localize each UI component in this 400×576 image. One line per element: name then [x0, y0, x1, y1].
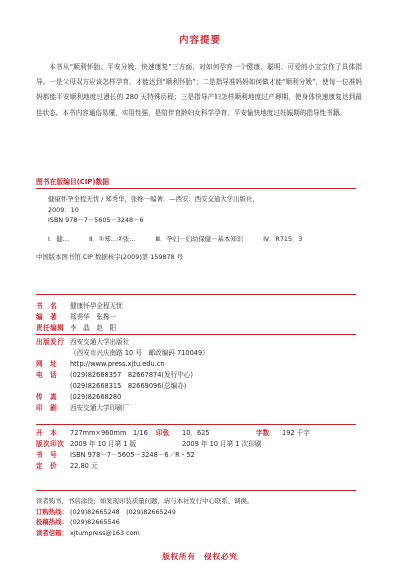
words-key: 字数	[256, 429, 270, 437]
reader-notice: 读者购书，书店添货，如发现印装质量问题，请与本社发行中心联系、调换。	[36, 497, 254, 505]
cip-subject-4: Ⅳ．R715．3	[263, 234, 303, 243]
cip-line-date: 2009．10	[48, 205, 79, 214]
edition-key: 版次印次	[36, 440, 65, 448]
email-value: xjtumpress@163.com	[70, 528, 140, 537]
cip-line-title: 健康怀孕全程无忧 / 郑秀华，张搀一编著．—西安：西安交通大学出版社，	[48, 195, 259, 203]
cip-cataloging-number: 中国版本图书馆 CIP 数据核字(2009)第 159878 号	[36, 253, 184, 262]
order-key: 订购热线：	[36, 507, 68, 516]
divider	[36, 490, 356, 491]
web-key: 网 址	[36, 360, 58, 368]
author-key: 编 著	[36, 313, 58, 321]
reader-info	[36, 496, 253, 538]
sheets-key: 印张	[156, 429, 170, 437]
divider	[36, 424, 356, 425]
divider	[36, 334, 356, 335]
cip-subject-1: Ⅰ．健…	[48, 234, 70, 243]
fax-value: (029)82668280	[70, 393, 122, 401]
title-value: 健康怀孕全程无忧	[70, 302, 123, 310]
cip-isbn: ISBN 978－7－5605－3248－6	[48, 216, 144, 225]
web-value: http://www.press.xjtu.edu.cn	[70, 360, 165, 368]
submit-key: 投稿热线：	[36, 518, 68, 527]
cip-bottom-rule	[36, 294, 356, 295]
phone-value-2: (029)82668315 82669096(总编办)	[70, 382, 187, 390]
cip-subject-3: Ⅲ．孕妇－妇幼保健－基本知识	[155, 234, 244, 243]
format-value: 727mm×960mm 1/16	[70, 429, 148, 437]
address-value: （西安市兴庆南路 10 号 邮政编码 710049）	[70, 349, 209, 357]
author-value: 郑秀华 张搀一	[70, 313, 117, 321]
editor-key: 责任编辑	[36, 324, 65, 332]
printer-key: 印 刷	[36, 404, 58, 412]
printing-value: 2009 年 10 月第 1 次印刷	[182, 440, 262, 448]
issuer-value: 西安交通大学出版社	[70, 338, 130, 346]
editor-value: 李 晶 赵 阳	[70, 324, 117, 332]
order-value: (029)82665248 (029)82665249	[70, 507, 176, 516]
rights-notice: 版权所有 侵权必究	[162, 552, 238, 561]
email-key: 读者信箱：	[36, 528, 68, 537]
issuer-key: 出版发行	[36, 338, 65, 346]
book-number-key: 书 号	[36, 451, 58, 459]
price-value: 22.80 元	[70, 462, 98, 470]
cip-subjects	[36, 234, 356, 245]
cip-top-rule	[36, 188, 356, 189]
spec-info	[36, 428, 310, 472]
summary-text: 本书从“顺利怀胎、平安分娩、快速康复”三方面，对如何孕育一个健康、聪明、可爱的小宝宝作了具体指导。一是父母双方应该怎样孕育，才能达到“顺利怀胎”；二是指导准妈妈如何做才能“顺利分娩”，使每一位准妈妈都能平安顺利地度过漫长的 280 天特殊历程；三是指导产妇怎样顺利地度过产褥期，使身体快速康复达到最佳状态。本书内容通俗易懂，实用性强，是陪伴育龄妇女科学孕育、平安愉快地度过妊娠期的指导性书籍。	[36, 63, 362, 117]
printer-value: 西安交通大学印刷厂	[70, 404, 130, 412]
phone-value-1: (029)82668357 82667874(发行中心)	[70, 371, 193, 379]
cip-record	[36, 194, 356, 263]
book-number-value: ISBN 978－7－5605－3248－6／R・52	[70, 451, 195, 459]
fax-key: 传 真	[36, 393, 58, 401]
summary-body	[36, 60, 362, 121]
sheets-value: 10．625	[182, 429, 210, 437]
title-key: 书 名	[36, 302, 58, 310]
summary-title: 内容提要	[178, 35, 221, 46]
publisher-info	[36, 337, 209, 414]
cip-subject-2: Ⅱ．①郑…②张…	[89, 234, 136, 243]
format-key: 开 本	[36, 429, 58, 437]
book-info	[36, 301, 123, 334]
price-key: 定 价	[36, 462, 58, 470]
cip-heading: 图书在版编目(CIP)数据	[36, 178, 110, 186]
words-value: 192 千字	[282, 429, 310, 437]
phone-key: 电 话	[36, 371, 58, 379]
submit-value: (029)82665546	[70, 518, 120, 527]
edition-value: 2009 年 10 月第 1 版	[70, 440, 137, 448]
